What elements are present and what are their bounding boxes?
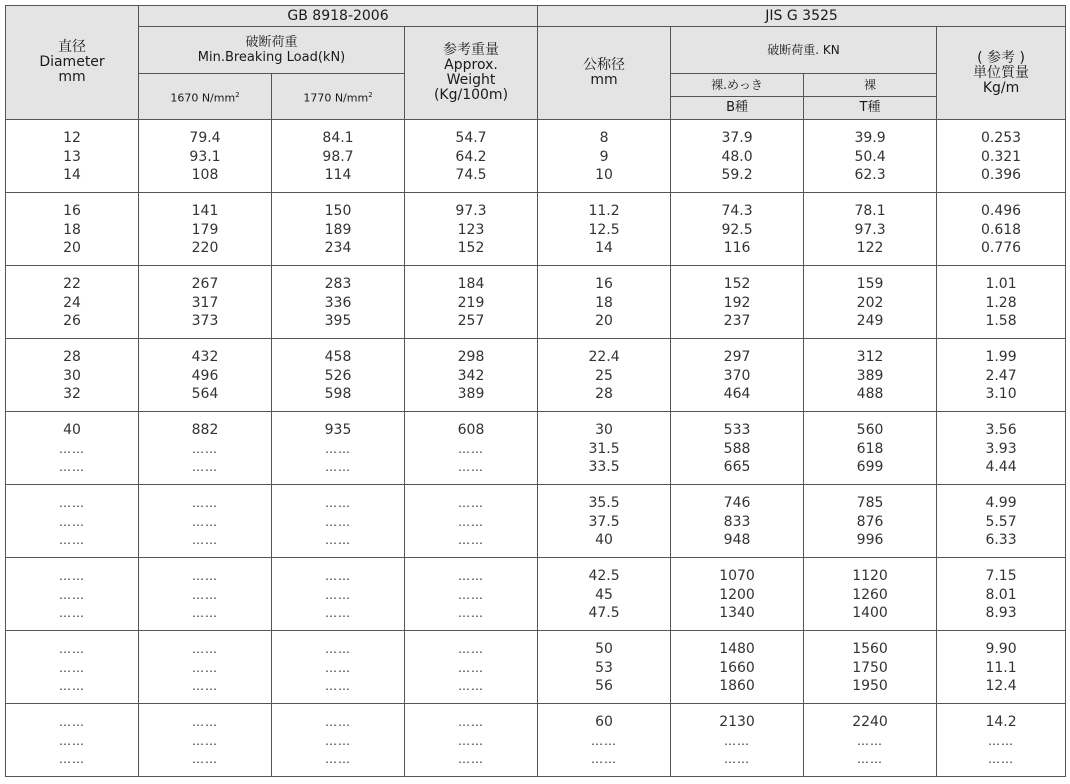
table-cell: 564 — [139, 387, 272, 412]
table-cell: …… — [405, 511, 538, 533]
table-cell: 370 — [671, 365, 804, 387]
table-cell: …… — [272, 558, 405, 585]
table-cell: 20 — [6, 241, 139, 266]
table-cell: 11.2 — [538, 193, 671, 220]
table-cell: 35.5 — [538, 485, 671, 512]
table-cell: …… — [6, 558, 139, 585]
table-cell: 16 — [538, 266, 671, 293]
grade-1670-label: 1670 N/mm — [170, 91, 236, 105]
diameter-unit-label: mm — [58, 69, 86, 85]
grade-1770-label: 1770 N/mm — [303, 91, 369, 105]
table-row — [6, 365, 1066, 387]
table-row — [6, 511, 1066, 533]
table-cell: 20 — [538, 314, 671, 339]
table-cell: …… — [405, 679, 538, 704]
table-cell: 2130 — [671, 704, 804, 731]
table-cell: 1660 — [671, 657, 804, 679]
table-cell: …… — [272, 485, 405, 512]
table-cell: …… — [937, 730, 1066, 752]
table-cell: …… — [405, 438, 538, 460]
table-cell: 48.0 — [671, 146, 804, 168]
table-cell: 62.3 — [804, 168, 937, 193]
unit-mass-label-3: Kg/m — [982, 79, 1020, 96]
table-cell: …… — [272, 438, 405, 460]
table-cell: …… — [272, 657, 405, 679]
table-cell: 4.44 — [937, 460, 1066, 485]
table-row — [6, 168, 1066, 193]
table-cell: 342 — [405, 365, 538, 387]
table-cell: 159 — [804, 266, 937, 293]
table-cell: 1.58 — [937, 314, 1066, 339]
table-header — [6, 6, 1066, 120]
table-cell: 1.99 — [937, 339, 1066, 366]
table-cell: 53 — [538, 657, 671, 679]
table-cell: …… — [272, 511, 405, 533]
table-row — [6, 558, 1066, 585]
table-cell: 1340 — [671, 606, 804, 631]
table-cell: …… — [405, 657, 538, 679]
table-cell: …… — [6, 752, 139, 777]
table-row — [6, 631, 1066, 658]
table-cell: 389 — [804, 365, 937, 387]
table-cell: …… — [6, 533, 139, 558]
table-cell: 882 — [139, 412, 272, 439]
table-cell: …… — [6, 704, 139, 731]
table-cell: …… — [405, 533, 538, 558]
table-cell: 56 — [538, 679, 671, 704]
jis-col-t-label: T種 — [859, 100, 881, 115]
grade-1670-header — [139, 74, 272, 120]
table-cell: …… — [6, 657, 139, 679]
jis-col-b-top-header — [671, 74, 804, 120]
table-cell: 28 — [6, 339, 139, 366]
table-row — [6, 752, 1066, 777]
table-cell: …… — [405, 584, 538, 606]
table-cell: 40 — [6, 412, 139, 439]
table-cell: 33.5 — [538, 460, 671, 485]
table-cell: 37.9 — [671, 120, 804, 147]
table-cell: 833 — [671, 511, 804, 533]
table-cell: 283 — [272, 266, 405, 293]
table-cell: 533 — [671, 412, 804, 439]
table-cell: …… — [405, 460, 538, 485]
table-cell: 0.618 — [937, 219, 1066, 241]
table-row — [6, 146, 1066, 168]
table-cell: …… — [272, 606, 405, 631]
table-row — [6, 387, 1066, 412]
nominal-unit-label: mm — [590, 72, 618, 88]
table-cell: 1860 — [671, 679, 804, 704]
table-cell: …… — [272, 533, 405, 558]
spec-table-container — [5, 5, 1065, 777]
table-cell: …… — [6, 730, 139, 752]
table-cell: 16 — [6, 193, 139, 220]
table-cell: 2240 — [804, 704, 937, 731]
table-row — [6, 266, 1066, 293]
table-cell: 24 — [6, 292, 139, 314]
diameter-header — [6, 6, 139, 120]
jis-breaking-load-header: 破断荷重. KN — [671, 27, 937, 74]
table-row — [6, 120, 1066, 147]
table-cell: 488 — [804, 387, 937, 412]
table-cell: 74.3 — [671, 193, 804, 220]
table-cell: 45 — [538, 584, 671, 606]
table-cell: …… — [272, 730, 405, 752]
table-cell: 47.5 — [538, 606, 671, 631]
table-cell: …… — [405, 485, 538, 512]
weight-en1-label: Approx. — [444, 57, 498, 73]
table-row — [6, 657, 1066, 679]
table-row — [6, 584, 1066, 606]
table-cell: …… — [804, 752, 937, 777]
table-cell: 496 — [139, 365, 272, 387]
gb-standard-header: GB 8918-2006 — [139, 6, 538, 27]
table-cell: 336 — [272, 292, 405, 314]
table-cell: …… — [671, 752, 804, 777]
table-cell: …… — [272, 679, 405, 704]
table-cell: 665 — [671, 460, 804, 485]
table-cell: 116 — [671, 241, 804, 266]
table-cell: 141 — [139, 193, 272, 220]
jis-col-b-label: B種 — [726, 100, 748, 115]
table-cell: 50.4 — [804, 146, 937, 168]
jis-col-b-top-label: 裸.めっき — [671, 74, 803, 97]
table-cell: …… — [405, 606, 538, 631]
table-cell: 54.7 — [405, 120, 538, 147]
wire-rope-spec-table — [5, 5, 1066, 777]
table-cell: 608 — [405, 412, 538, 439]
table-cell: 1.01 — [937, 266, 1066, 293]
table-cell: …… — [139, 606, 272, 631]
table-row — [6, 438, 1066, 460]
table-cell: 220 — [139, 241, 272, 266]
table-cell: 746 — [671, 485, 804, 512]
unit-mass-label-1: ( 参考 ) — [977, 49, 1025, 66]
table-row — [6, 292, 1066, 314]
table-cell: 618 — [804, 438, 937, 460]
table-cell: 189 — [272, 219, 405, 241]
table-cell: 699 — [804, 460, 937, 485]
table-cell: 249 — [804, 314, 937, 339]
table-cell: 1.28 — [937, 292, 1066, 314]
grade-1670-sup: 2 — [235, 90, 240, 99]
table-cell: 179 — [139, 219, 272, 241]
table-row — [6, 460, 1066, 485]
diameter-en-label: Diameter — [39, 54, 105, 70]
table-cell: …… — [139, 460, 272, 485]
table-cell: …… — [6, 460, 139, 485]
table-cell: 22 — [6, 266, 139, 293]
table-cell: 1480 — [671, 631, 804, 658]
table-row — [6, 241, 1066, 266]
table-row — [6, 679, 1066, 704]
jis-standard-header: JIS G 3525 — [538, 6, 1066, 27]
table-cell: 26 — [6, 314, 139, 339]
table-cell: 3.93 — [937, 438, 1066, 460]
table-cell: 8.93 — [937, 606, 1066, 631]
weight-en2-label: Weight — [446, 72, 496, 88]
table-cell: 97.3 — [405, 193, 538, 220]
table-cell: 5.57 — [937, 511, 1066, 533]
table-cell: 1400 — [804, 606, 937, 631]
table-cell: 7.15 — [937, 558, 1066, 585]
table-row — [6, 314, 1066, 339]
table-cell: …… — [937, 752, 1066, 777]
diameter-cn-label: 直径 — [58, 39, 86, 55]
table-cell: …… — [139, 657, 272, 679]
table-cell: 1560 — [804, 631, 937, 658]
table-cell: …… — [272, 631, 405, 658]
table-cell: 312 — [804, 339, 937, 366]
table-cell: 14.2 — [937, 704, 1066, 731]
table-cell: 59.2 — [671, 168, 804, 193]
table-cell: 1750 — [804, 657, 937, 679]
table-cell: 25 — [538, 365, 671, 387]
table-cell: …… — [272, 704, 405, 731]
table-cell: 40 — [538, 533, 671, 558]
table-cell: …… — [139, 704, 272, 731]
table-cell: …… — [272, 752, 405, 777]
table-cell: …… — [405, 631, 538, 658]
table-cell: 0.496 — [937, 193, 1066, 220]
table-cell: 267 — [139, 266, 272, 293]
table-cell: 12.5 — [538, 219, 671, 241]
table-cell: 84.1 — [272, 120, 405, 147]
table-cell: 192 — [671, 292, 804, 314]
table-cell: 0.776 — [937, 241, 1066, 266]
table-cell: 14 — [538, 241, 671, 266]
grade-1770-header — [272, 74, 405, 120]
table-cell: …… — [139, 511, 272, 533]
table-cell: 1260 — [804, 584, 937, 606]
table-cell: …… — [139, 730, 272, 752]
table-cell: 1950 — [804, 679, 937, 704]
table-cell: 122 — [804, 241, 937, 266]
table-cell: …… — [139, 533, 272, 558]
table-cell: 78.1 — [804, 193, 937, 220]
table-cell: 8.01 — [937, 584, 1066, 606]
table-cell: 297 — [671, 339, 804, 366]
gb-breaking-en-label: Min.Breaking Load(kN) — [197, 50, 346, 65]
table-cell: 219 — [405, 292, 538, 314]
table-cell: 458 — [272, 339, 405, 366]
table-cell: …… — [6, 485, 139, 512]
table-cell: …… — [272, 460, 405, 485]
table-cell: …… — [272, 584, 405, 606]
table-cell: 935 — [272, 412, 405, 439]
table-cell: 14 — [6, 168, 139, 193]
table-cell: …… — [671, 730, 804, 752]
table-cell: 298 — [405, 339, 538, 366]
grade-1770-sup: 2 — [368, 90, 373, 99]
table-cell: 11.1 — [937, 657, 1066, 679]
table-row — [6, 339, 1066, 366]
table-cell: 6.33 — [937, 533, 1066, 558]
table-cell: 18 — [538, 292, 671, 314]
table-row — [6, 704, 1066, 731]
table-cell: 876 — [804, 511, 937, 533]
table-cell: 464 — [671, 387, 804, 412]
table-cell: 0.321 — [937, 146, 1066, 168]
table-cell: 28 — [538, 387, 671, 412]
table-cell: …… — [405, 704, 538, 731]
table-cell: …… — [139, 558, 272, 585]
table-cell: …… — [6, 606, 139, 631]
table-row — [6, 412, 1066, 439]
table-cell: 3.10 — [937, 387, 1066, 412]
table-cell: 2.47 — [937, 365, 1066, 387]
table-cell: 150 — [272, 193, 405, 220]
table-cell: 9.90 — [937, 631, 1066, 658]
table-cell: 152 — [671, 266, 804, 293]
jis-col-t-top-label: 裸 — [804, 74, 936, 97]
table-cell: 1070 — [671, 558, 804, 585]
table-cell: …… — [139, 438, 272, 460]
table-cell: 92.5 — [671, 219, 804, 241]
table-row — [6, 193, 1066, 220]
table-cell: 317 — [139, 292, 272, 314]
table-cell: 202 — [804, 292, 937, 314]
table-cell: …… — [538, 730, 671, 752]
table-cell: …… — [6, 584, 139, 606]
table-cell: 18 — [6, 219, 139, 241]
table-cell: 22.4 — [538, 339, 671, 366]
table-cell: 60 — [538, 704, 671, 731]
table-cell: …… — [139, 485, 272, 512]
unit-mass-label-2: 単位質量 — [973, 64, 1030, 81]
table-cell: 123 — [405, 219, 538, 241]
table-cell: 373 — [139, 314, 272, 339]
table-cell: 1120 — [804, 558, 937, 585]
table-cell: 598 — [272, 387, 405, 412]
table-cell: 30 — [6, 365, 139, 387]
table-cell: …… — [6, 679, 139, 704]
nominal-diameter-header — [538, 27, 671, 120]
table-cell: 184 — [405, 266, 538, 293]
table-cell: …… — [139, 631, 272, 658]
table-cell: 948 — [671, 533, 804, 558]
table-cell: …… — [405, 752, 538, 777]
table-cell: 3.56 — [937, 412, 1066, 439]
table-cell: …… — [139, 679, 272, 704]
gb-breaking-load-header — [139, 27, 405, 74]
table-cell: 108 — [139, 168, 272, 193]
table-cell: …… — [405, 730, 538, 752]
jis-col-t-top-header — [804, 74, 937, 120]
table-cell: 32 — [6, 387, 139, 412]
table-cell: 79.4 — [139, 120, 272, 147]
table-row — [6, 485, 1066, 512]
weight-unit-label: (Kg/100m) — [433, 87, 509, 103]
table-cell: 13 — [6, 146, 139, 168]
table-cell: 257 — [405, 314, 538, 339]
table-cell: 996 — [804, 533, 937, 558]
table-cell: …… — [139, 584, 272, 606]
table-row — [6, 219, 1066, 241]
table-cell: 9 — [538, 146, 671, 168]
table-cell: 114 — [272, 168, 405, 193]
unit-mass-header — [937, 27, 1066, 120]
table-row — [6, 730, 1066, 752]
table-cell: 0.396 — [937, 168, 1066, 193]
table-cell: …… — [6, 631, 139, 658]
table-cell: 39.9 — [804, 120, 937, 147]
table-row — [6, 606, 1066, 631]
table-cell: …… — [6, 438, 139, 460]
table-cell: 785 — [804, 485, 937, 512]
weight-cn-label: 参考重量 — [443, 42, 500, 58]
table-cell: 12.4 — [937, 679, 1066, 704]
table-cell: 389 — [405, 387, 538, 412]
table-cell: …… — [538, 752, 671, 777]
table-cell: 560 — [804, 412, 937, 439]
table-cell: 588 — [671, 438, 804, 460]
approx-weight-header — [405, 27, 538, 120]
table-cell: 8 — [538, 120, 671, 147]
table-cell: 432 — [139, 339, 272, 366]
table-cell: …… — [804, 730, 937, 752]
table-cell: 97.3 — [804, 219, 937, 241]
table-cell: …… — [139, 752, 272, 777]
table-cell: 64.2 — [405, 146, 538, 168]
table-cell: …… — [6, 511, 139, 533]
table-cell: 10 — [538, 168, 671, 193]
table-cell: 30 — [538, 412, 671, 439]
gb-breaking-cn-label: 破断荷重 — [245, 35, 298, 50]
table-cell: 50 — [538, 631, 671, 658]
table-cell: 237 — [671, 314, 804, 339]
table-cell: 4.99 — [937, 485, 1066, 512]
table-row — [6, 533, 1066, 558]
table-cell: 31.5 — [538, 438, 671, 460]
table-cell: 526 — [272, 365, 405, 387]
table-cell: 42.5 — [538, 558, 671, 585]
table-cell: 0.253 — [937, 120, 1066, 147]
nominal-cn-label: 公称径 — [583, 57, 626, 73]
table-cell: 98.7 — [272, 146, 405, 168]
table-body — [6, 120, 1066, 777]
table-cell: 93.1 — [139, 146, 272, 168]
table-cell: 1200 — [671, 584, 804, 606]
table-cell: 37.5 — [538, 511, 671, 533]
table-cell: 234 — [272, 241, 405, 266]
table-cell: 74.5 — [405, 168, 538, 193]
table-cell: …… — [405, 558, 538, 585]
table-cell: 152 — [405, 241, 538, 266]
table-cell: 395 — [272, 314, 405, 339]
table-cell: 12 — [6, 120, 139, 147]
